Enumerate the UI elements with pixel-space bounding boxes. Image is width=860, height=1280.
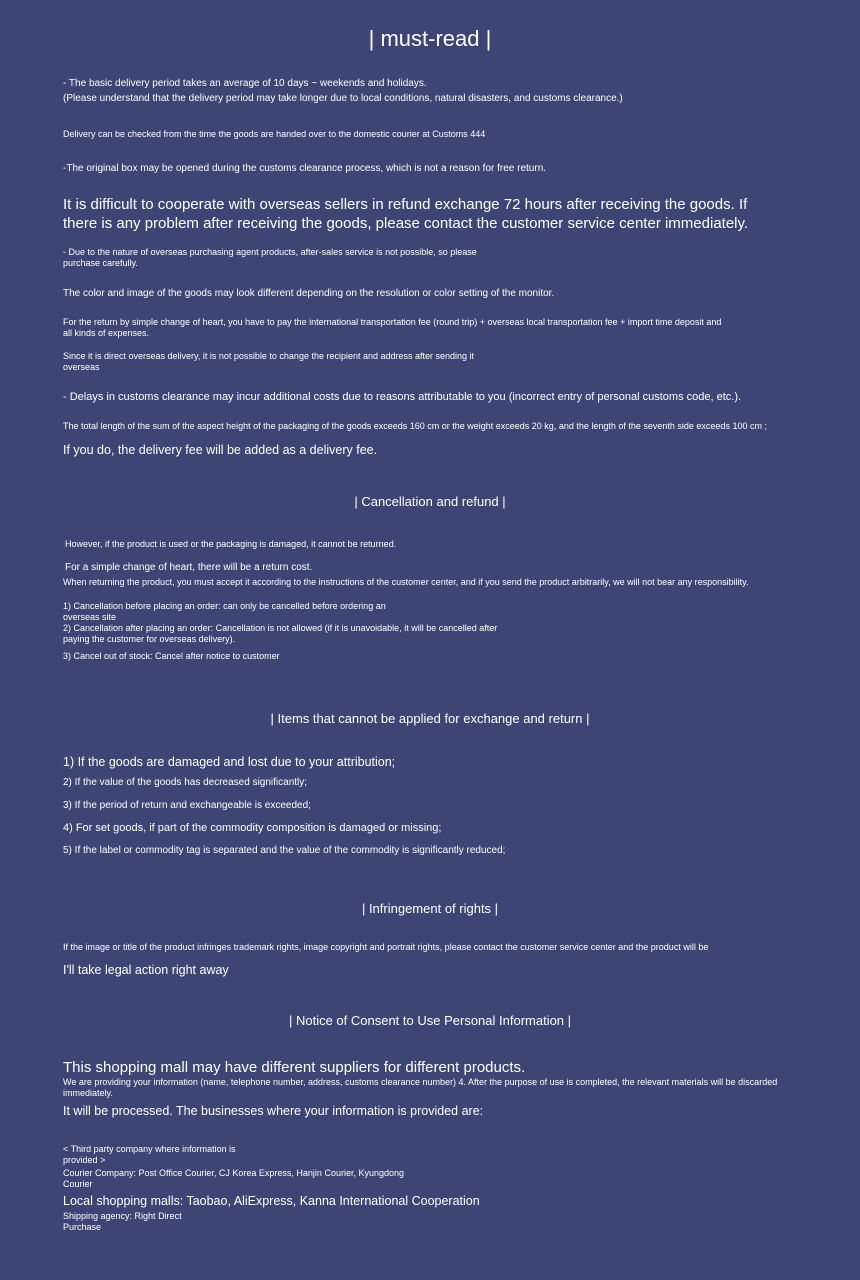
legal-action-note: I'll take legal action right away: [63, 963, 229, 977]
color-image-note: The color and image of the goods may look different depending on the resolution or color setting of the monitor.: [63, 288, 555, 299]
cancel-after-order: 2) Cancellation after placing an order: Cancellation is not allowed (if it is unavoidable, it will be cancelled after paying the customer for overseas delivery).: [63, 623, 498, 645]
customs-delay-note: - Delays in customs clearance may incur additional costs due to reasons attributable to you (incorrect entry of personal customs code, etc.).: [63, 391, 742, 403]
no-exchange-item: 1) If the goods are damaged and lost due to your attribution;: [63, 755, 396, 769]
return-cost-note: For a simple change of heart, there will be a return cost.: [65, 562, 313, 573]
return-instructions-note: When returning the product, you must accept it according to the instructions of the customer center, and if you send the product arbitrarily, we will not bear any responsibility.: [63, 577, 749, 587]
no-exchange-item: 5) If the label or commodity tag is separated and the value of the commodity is significantly reduced;: [63, 845, 506, 856]
info-processing-note: It will be processed. The businesses where your information is provided are:: [63, 1104, 484, 1118]
infringement-heading: | Infringement of rights |: [361, 901, 499, 916]
delivery-tracking-note: Delivery can be checked from the time the goods are handed over to the domestic courier at Customs 444: [63, 129, 486, 139]
suppliers-note: This shopping mall may have different suppliers for different products.: [63, 1059, 526, 1076]
courier-companies: Courier Company: Post Office Courier, CJ Korea Express, Hanjin Courier, Kyungdong Courier: [63, 1168, 404, 1190]
address-change-note: Since it is direct overseas delivery, it is not possible to change the recipient and address after sending it overseas: [63, 351, 475, 373]
after-sales-note: - Due to the nature of overseas purchasing agent products, after-sales service is not possible, so please purchase carefully.: [63, 247, 477, 269]
no-exchange-item: 2) If the value of the goods has decreased significantly;: [63, 777, 308, 788]
no-exchange-item: 4) For set goods, if part of the commodity composition is damaged or missing;: [63, 822, 442, 834]
local-shopping-malls: Local shopping malls: Taobao, AliExpress, Kanna International Cooperation: [63, 1194, 480, 1208]
shipping-agency: Shipping agency: Right Direct Purchase: [63, 1211, 182, 1233]
delivery-period-line: - The basic delivery period takes an average of 10 days ~ weekends and holidays.: [63, 78, 427, 89]
delivery-delay-note: (Please understand that the delivery period may take longer due to local conditions, natural disasters, and customs clearance.): [63, 93, 623, 104]
used-product-note: However, if the product is used or the packaging is damaged, it cannot be returned.: [65, 539, 397, 549]
simple-return-fee-note: For the return by simple change of heart, you have to pay the international transportation fee (round trip) + overseas local transportation fee + import time deposit and all kinds of expenses.: [63, 317, 722, 339]
no-exchange-heading: | Items that cannot be applied for exchange and return |: [270, 711, 590, 726]
cancellation-heading: | Cancellation and refund |: [354, 494, 506, 509]
customs-box-note: -The original box may be opened during the customs clearance process, which is not a reason for free return.: [63, 163, 547, 174]
no-exchange-item: 3) If the period of return and exchangeable is exceeded;: [63, 800, 311, 811]
must-read-heading: | must-read |: [368, 26, 492, 51]
info-provision-note: We are providing your information (name, telephone number, address, customs clearance number) 4. After the purpose of use is completed, the relevant materials will be discarded immediately.: [63, 1077, 778, 1099]
delivery-fee-note: If you do, the delivery fee will be added as a delivery fee.: [63, 443, 378, 457]
third-party-heading: < Third party company where information is provided >: [63, 1144, 236, 1166]
package-size-note: The total length of the sum of the aspect height of the packaging of the goods exceeds 160 cm or the weight exceeds 20 kg, and the length of the seventh side exceeds 100 cm ;: [63, 421, 767, 431]
consent-heading: | Notice of Consent to Use Personal Information |: [288, 1013, 572, 1028]
refund-exchange-warning: It is difficult to cooperate with overseas sellers in refund exchange 72 hours after receiving the goods. If there is any problem after receiving the goods, please contact the customer service center immediately.: [63, 196, 749, 232]
cancel-out-of-stock: 3) Cancel out of stock: Cancel after notice to customer: [63, 651, 280, 661]
cancel-before-order: 1) Cancellation before placing an order: can only be cancelled before ordering an overseas site: [63, 601, 386, 623]
infringement-note: If the image or title of the product infringes trademark rights, image copyright and portrait rights, please contact the customer service center and the product will be: [63, 942, 709, 952]
